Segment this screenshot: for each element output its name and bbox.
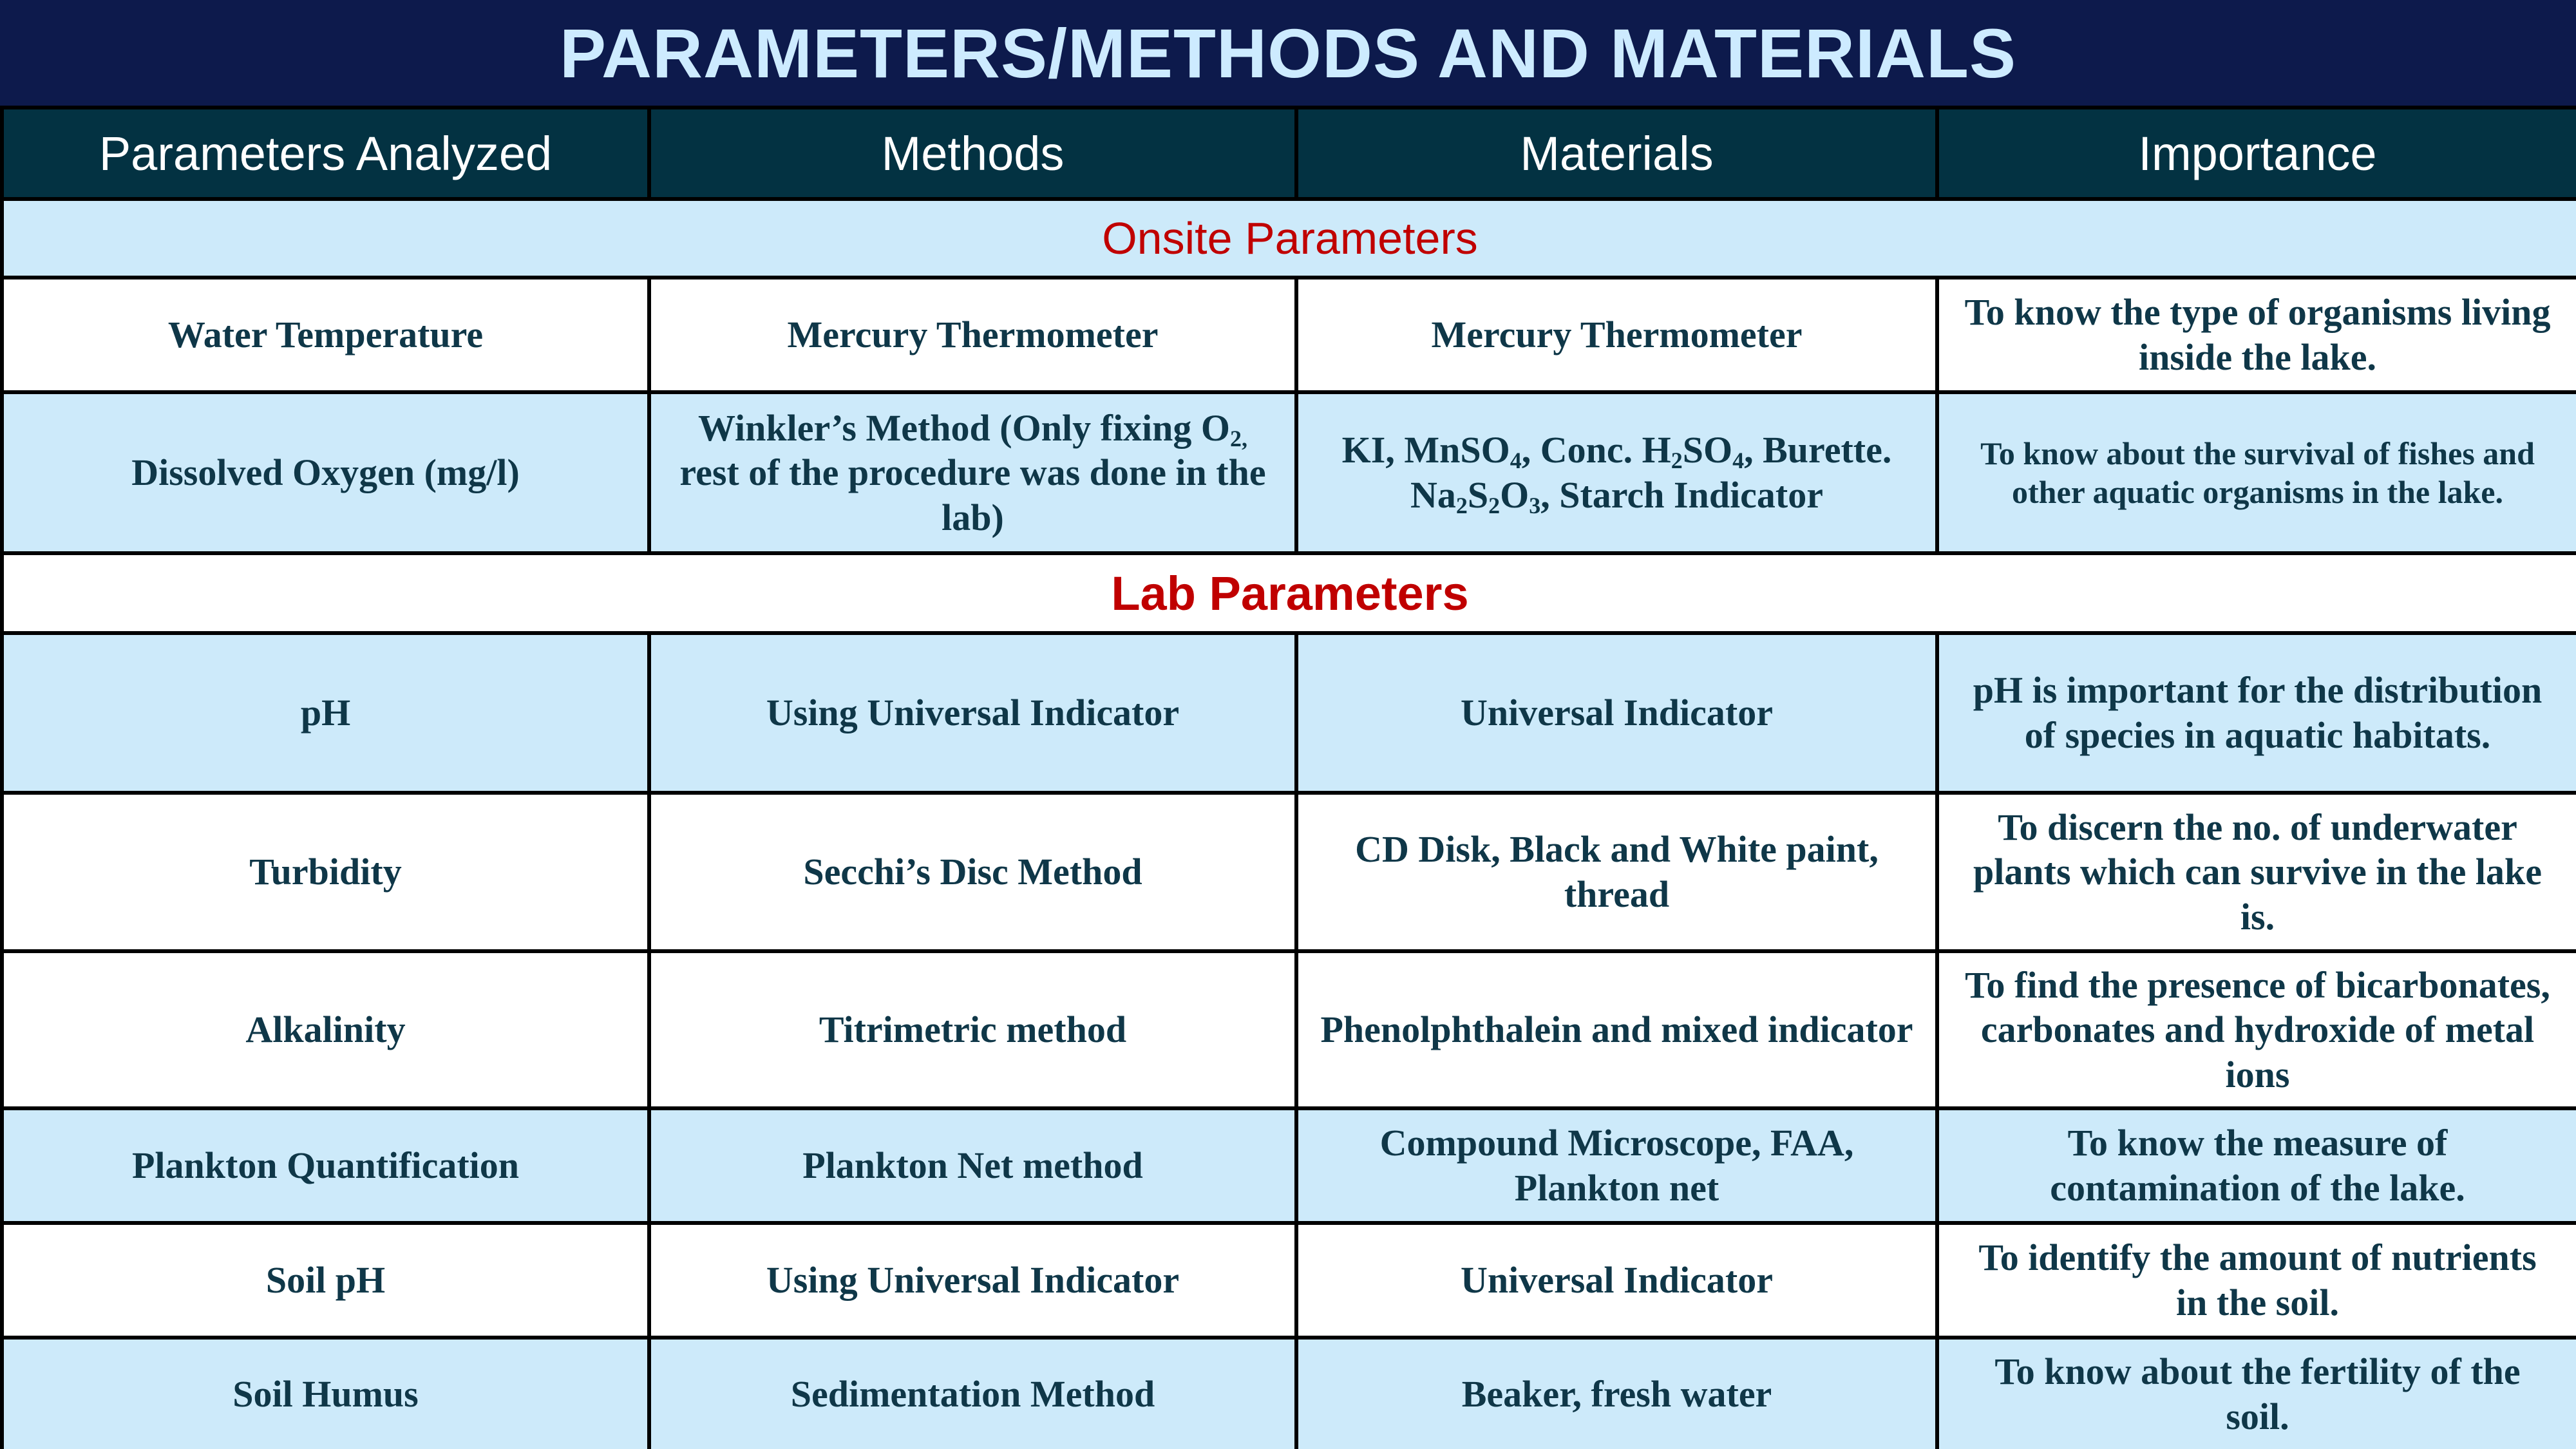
- materials-cell: Compound Microscope, FAA, Plankton net: [1296, 1108, 1937, 1223]
- formula-part: , Burette.: [1744, 429, 1892, 471]
- section-row-onsite: [2, 199, 2576, 278]
- formula-part: O: [1500, 474, 1530, 516]
- importance-cell: To know about the fertility of the soil.: [1937, 1338, 2576, 1449]
- table-row: [2, 793, 2576, 951]
- table-row: [2, 278, 2576, 392]
- materials-cell: Phenolphthalein and mixed indicator: [1296, 951, 1937, 1108]
- table-row: [2, 392, 2576, 553]
- section-title-lab: Lab Parameters: [2, 553, 2576, 633]
- formula-subscript: 4: [1732, 448, 1745, 474]
- formula-part: SO: [1682, 429, 1733, 471]
- formula-part: KI, MnSO: [1341, 429, 1510, 471]
- method-cell: Using Universal Indicator: [649, 633, 1296, 793]
- parameter-cell: Soil pH: [2, 1223, 649, 1338]
- header-row: [2, 108, 2576, 199]
- method-cell: [649, 392, 1296, 553]
- formula-subscript: 2: [1671, 448, 1683, 474]
- table-row: [2, 633, 2576, 793]
- section-row-lab: [2, 553, 2576, 633]
- formula-subscript: 3: [1529, 492, 1541, 518]
- method-subscript: 2,: [1230, 425, 1247, 451]
- method-text: Winkler’s Method (Only fixing O: [698, 406, 1231, 449]
- parameter-cell: Alkalinity: [2, 951, 649, 1108]
- method-cell: Titrimetric method: [649, 951, 1296, 1108]
- parameter-cell: Dissolved Oxygen (mg/l): [2, 392, 649, 553]
- materials-cell: Mercury Thermometer: [1296, 278, 1937, 392]
- materials-cell: Beaker, fresh water: [1296, 1338, 1937, 1449]
- table-row: [2, 951, 2576, 1108]
- method-cell: Secchi’s Disc Method: [649, 793, 1296, 951]
- table-row: [2, 1223, 2576, 1338]
- formula-part: , Conc. H: [1521, 429, 1671, 471]
- method-text-continued: rest of the procedure was done in the lab): [679, 451, 1266, 538]
- importance-cell: To know the type of organisms living inside the lake.: [1937, 278, 2576, 392]
- header-importance: Importance: [1937, 108, 2576, 199]
- parameter-cell: Water Temperature: [2, 278, 649, 392]
- method-cell: Using Universal Indicator: [649, 1223, 1296, 1338]
- section-title-onsite: Onsite Parameters: [2, 199, 2576, 278]
- table-row: [2, 1108, 2576, 1223]
- materials-cell: Universal Indicator: [1296, 1223, 1937, 1338]
- page-title: PARAMETERS/METHODS AND MATERIALS: [560, 14, 2016, 92]
- formula-part: , Starch Indicator: [1540, 474, 1823, 516]
- importance-cell: To discern the no. of underwater plants which can survive in the lake is.: [1937, 793, 2576, 951]
- formula-part: Na: [1410, 474, 1456, 516]
- header-methods: Methods: [649, 108, 1296, 199]
- importance-cell: To know the measure of contamination of the lake.: [1937, 1108, 2576, 1223]
- method-cell: Sedimentation Method: [649, 1338, 1296, 1449]
- importance-cell: To find the presence of bicarbonates, carbonates and hydroxide of metal ions: [1937, 951, 2576, 1108]
- materials-cell: Universal Indicator: [1296, 633, 1937, 793]
- title-bar: [0, 0, 2576, 106]
- materials-cell: [1296, 392, 1937, 553]
- formula-part: S: [1467, 474, 1489, 516]
- parameter-cell: Plankton Quantification: [2, 1108, 649, 1223]
- formula-subscript: 4: [1510, 448, 1522, 474]
- parameters-table: [0, 106, 2576, 1449]
- parameter-cell: Turbidity: [2, 793, 649, 951]
- formula-subscript: 2: [1488, 492, 1501, 518]
- table-row: [2, 1338, 2576, 1449]
- formula-subscript: 2: [1455, 492, 1468, 518]
- header-parameters: Parameters Analyzed: [2, 108, 649, 199]
- header-materials: Materials: [1296, 108, 1937, 199]
- importance-cell: To know about the survival of fishes and other aquatic organisms in the lake.: [1937, 392, 2576, 553]
- importance-cell: pH is important for the distribution of species in aquatic habitats.: [1937, 633, 2576, 793]
- parameter-cell: Soil Humus: [2, 1338, 649, 1449]
- importance-cell: To identify the amount of nutrients in the soil.: [1937, 1223, 2576, 1338]
- materials-cell: CD Disk, Black and White paint, thread: [1296, 793, 1937, 951]
- method-cell: Plankton Net method: [649, 1108, 1296, 1223]
- method-cell: Mercury Thermometer: [649, 278, 1296, 392]
- parameter-cell: pH: [2, 633, 649, 793]
